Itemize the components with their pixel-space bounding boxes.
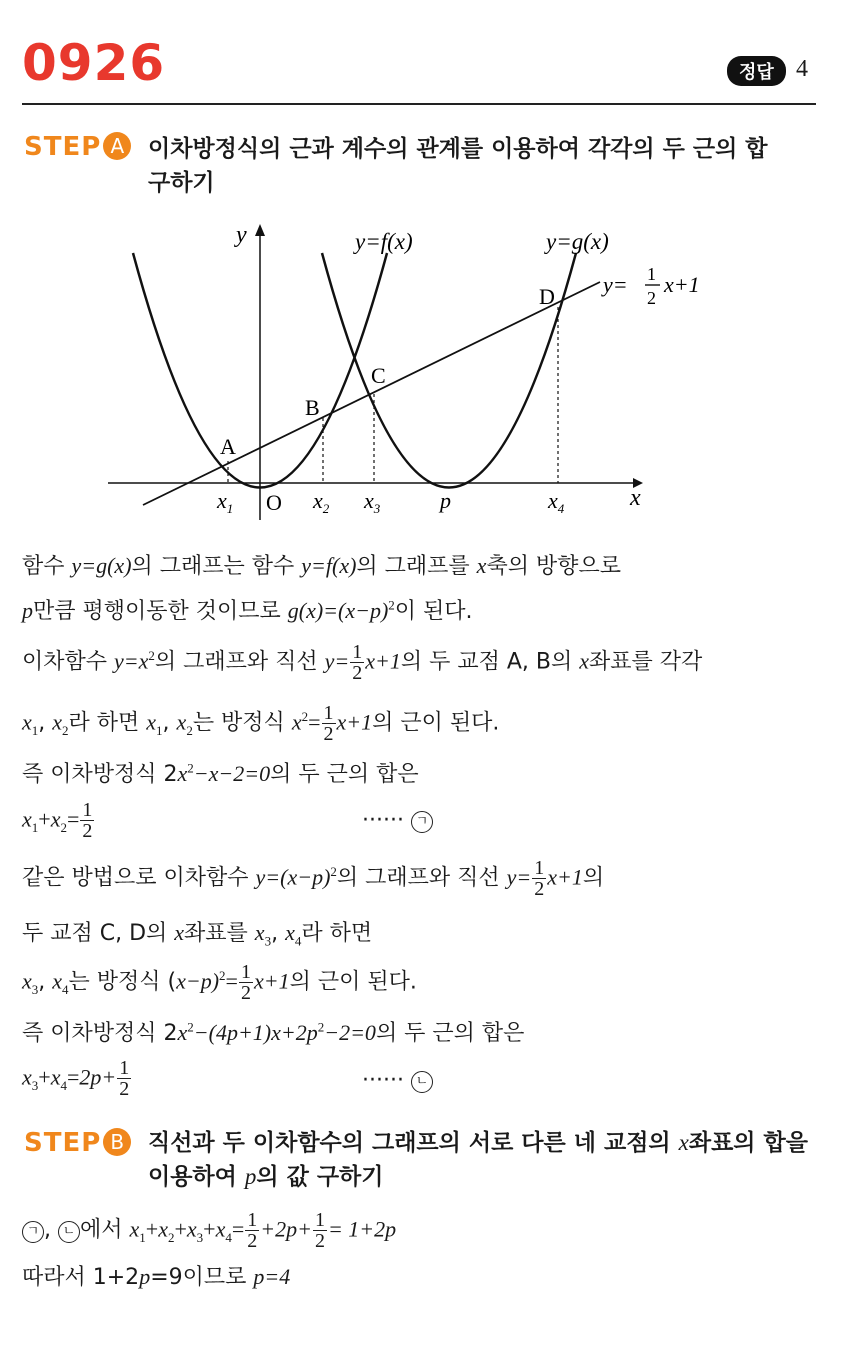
para-10: 즉 이차방정식 $2x^2-(4p+1)x+2p^2-2=0$의 두 근의 합은 [22,1019,525,1046]
frac-half: $\frac{1}{2}$ [119,1057,130,1100]
tick-x3: $x_3$ [364,488,381,516]
c2b: =9이므로 [150,1265,254,1290]
step-a-title [148,132,768,200]
f-label: y=f(x) [355,229,413,254]
p1g: 축의 방향으로 [486,554,621,579]
point-a-label: A [220,434,236,459]
p10d: 의 두 근의 합은 [375,1021,525,1046]
dots: ······ [362,808,404,833]
point-c-label: C [371,363,386,388]
frac-half: $\frac{1}{2}$ [323,702,334,745]
p2a: p [22,598,33,623]
circle-label-2: ㄴ [58,1221,80,1243]
eq-1-ref [362,808,433,833]
point-b-label: B [305,395,320,420]
p10c: −2=0 [324,1020,376,1045]
p3a: 이차함수 [22,649,115,675]
step-a-heading [24,132,131,162]
p1e: 의 그래프를 [356,554,477,579]
para-8: 두 교점 C, D의 x좌표를 $x_3$, $x_4$라 하면 [22,920,373,949]
eq-2-ref [362,1068,433,1093]
p4c: 의 근이 된다. [372,710,500,736]
frac-half: $\frac{1}{2}$ [534,857,545,900]
p9b: 의 근이 된다. [289,969,417,995]
point-d-label: D [539,284,555,309]
conclusion-1: ㄱ , ㄴ 에서 $x_1+x_2+x_3+x_4=$ $\frac{1}{2}$ +2p+ $\frac{1}{2}$ = 1+2p [22,1210,396,1251]
p3e: 의 두 교점 A, B의 [400,649,580,675]
step-b-title-1b: 좌표의 합을 [688,1130,808,1156]
p1f: x [476,553,487,578]
line-label-suffix: x+1 [664,272,700,297]
p4a: 라 하면 [68,710,147,736]
origin-label: O [266,490,282,515]
p9a: 는 방정식 ( [68,969,177,995]
p1c: 의 그래프는 함수 [131,554,302,579]
p4b: 는 방정식 [192,710,292,736]
graph [0,200,860,530]
circle-label-1: ㄱ [411,811,433,833]
p7: 같은 방법으로 이차함수 [22,865,256,891]
line-label-frac-num: 1 [647,264,656,284]
step-b-title-2a: 이용하여 [148,1164,245,1190]
p10b: −(4p+1)x+2p [193,1020,318,1045]
step-a-title-line2: 구하기 [148,170,215,196]
dots: ······ [362,1068,404,1093]
p8a: 두 교점 C, D의 [22,921,175,946]
answer-badge: 정답 [727,56,786,86]
para-2: p만큼 평행이동한 것이므로 $g(x)=(x-p)^2$이 된다. [22,597,473,624]
p1b: y=g(x) [71,553,132,578]
para-3: 이차함수 $y=x^2$의 그래프와 직선 y= $\frac{1}{2}$ x+1의 두 교점 A, B의 x좌표를 각각 [22,641,703,684]
step-b-title-1a: 직선과 두 이차함수의 그래프의 서로 다른 네 교점의 [148,1130,679,1156]
frac-half: $\frac{1}{2}$ [247,1209,258,1252]
p2c: g(x)=(x−p) [287,598,389,623]
frac-half: $\frac{1}{2}$ [314,1209,325,1252]
step-b-heading [24,1128,131,1158]
line-graph [143,282,600,505]
p3d: x+1 [365,648,401,674]
para-1 [22,549,621,580]
frac-half: $\frac{1}{2}$ [240,961,251,1004]
g-label: y=g(x) [546,229,609,254]
c2a: 따라서 1+2 [22,1265,140,1290]
c2c: p=4 [253,1264,291,1289]
p3c: 의 그래프와 직선 [154,649,325,675]
problem-number: 0926 [22,34,166,92]
x-axis-label: x [630,485,641,511]
p5c: 의 두 근의 합은 [270,762,419,787]
step-a-letter: A [103,132,131,160]
step-a-label: STEP [24,132,102,162]
p1d: y=f(x) [301,553,357,578]
p7d: 의 [582,865,605,891]
p2d: 이 된다. [394,599,473,624]
para-5: 즉 이차방정식 $2x^2-x-2=0$의 두 근의 합은 [22,760,419,787]
tick-p: p [440,488,451,513]
p8b: 좌표를 [184,921,255,946]
step-b-title-2b: 의 값 구하기 [256,1164,384,1190]
line-label-prefix: y= [603,272,628,297]
circle-label-2: ㄴ [411,1071,433,1093]
p3f: 좌표를 각각 [589,649,703,675]
c1a: 에서 [80,1217,130,1243]
p5b: −x−2=0 [193,761,271,786]
line-label-frac-den: 2 [647,288,656,308]
p10a: 즉 이차방정식 2 [22,1021,178,1046]
p1a: 함수 [22,554,72,579]
parabola-g [322,253,576,488]
tick-x2: $x_2$ [313,488,330,516]
y-axis-arrow-icon [255,224,265,236]
step-b-title: 직선과 두 이차함수의 그래프의 서로 다른 네 교점의 x좌표의 합을 이용하여 p의 값 구하기 [148,1130,808,1190]
p7b: y=(x−p) [255,864,331,890]
eq-2: $x_3+x_4=2p+$ $\frac{1}{2}$ [22,1057,130,1100]
para-4: $x_1$, $x_2$라 하면 $x_1$, $x_2$는 방정식 $x^2=$ $\frac{1}{2}$ x+1의 근이 된다. [22,702,500,745]
step-a-title-line1: 이차방정식의 근과 계수의 관계를 이용하여 각각의 두 근의 합 [148,136,768,162]
para-7: 같은 방법으로 이차함수 $y=(x-p)^2$의 그래프와 직선 y= $\frac{1}{2}$ x+1의 [22,857,605,900]
p5a: 즉 이차방정식 2 [22,762,178,787]
y-axis-label: y [236,222,247,248]
header-divider [22,103,816,105]
step-b-label: STEP [24,1128,102,1158]
frac-half: $\frac{1}{2}$ [352,641,363,684]
answer-value: 4 [796,56,808,82]
tick-x1: $x_1$ [217,488,234,516]
conclusion-2: 따라서 1+2p=9이므로 p=4 [22,1264,291,1290]
p8c: 라 하면 [301,921,373,946]
p2b: 만큼 평행이동한 것이므로 [33,599,288,624]
circle-label-1: ㄱ [22,1221,44,1243]
frac-half: $\frac{1}{2}$ [82,799,93,842]
tick-x4: $x_4$ [548,488,565,516]
p3b: y=x [114,648,149,674]
eq-1: $x_1+x_2=$ $\frac{1}{2}$ [22,799,93,842]
p7c: 의 그래프와 직선 [336,865,507,891]
step-b-letter: B [103,1128,131,1156]
para-9: $x_3$, $x_4$는 방정식 $(x-p)^2=$ $\frac{1}{2}$ x+1의 근이 된다. [22,961,417,1004]
c1b: = 1+2p [327,1216,397,1242]
